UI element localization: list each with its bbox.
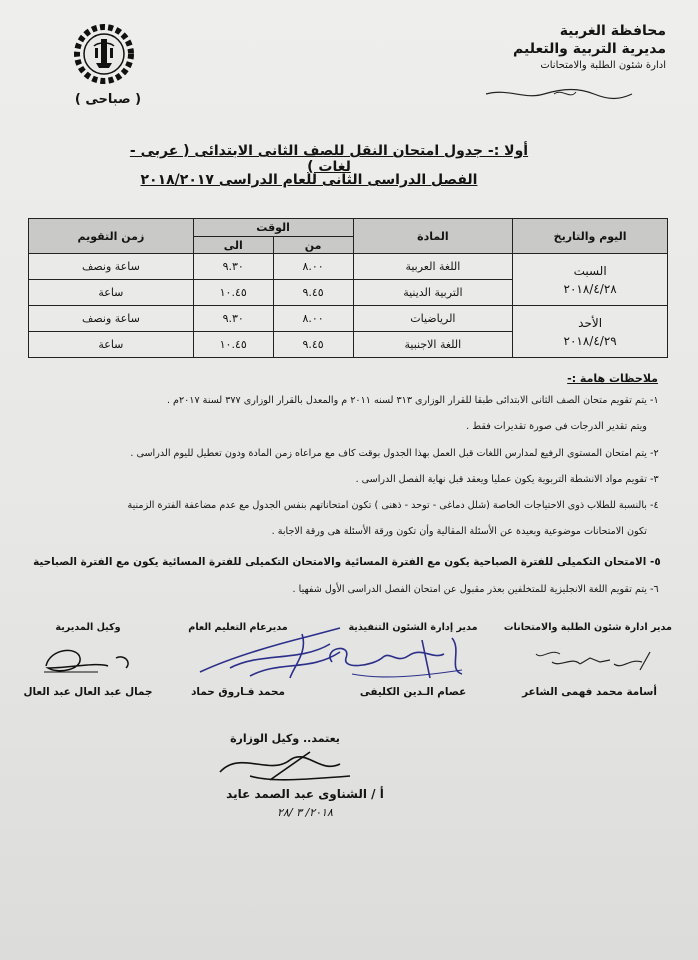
- day-date: ٢٠١٨/٤/٢٨: [563, 281, 617, 296]
- directorate-name: مديرية التربية والتعليم: [513, 41, 666, 57]
- department-name: ادارة شئون الطلبة والامتحانات: [540, 60, 666, 71]
- approval-label: يعتمد.. وكيل الوزارة: [230, 732, 340, 745]
- ministry-logo: [72, 22, 136, 86]
- from-cell: ٩.٤٥: [273, 280, 353, 306]
- note-number: ٥-: [650, 556, 661, 568]
- day-cell: [513, 254, 668, 306]
- note-number: ٢-: [650, 448, 659, 459]
- signature-name: أسامة محمد فهمى الشاعر: [522, 686, 657, 698]
- header-org: [513, 22, 666, 74]
- header-duration: زمن التقويم: [29, 219, 194, 254]
- duration-cell: ساعة ونصف: [29, 254, 194, 280]
- day-name: السبت: [573, 263, 607, 278]
- note-item: [28, 447, 668, 461]
- day-name: الأحد: [578, 315, 603, 330]
- governorate-name: محافظة الغربية: [559, 23, 666, 39]
- note-item: [28, 525, 668, 539]
- day-cell: [513, 306, 668, 358]
- table-row: [29, 254, 668, 280]
- to-cell: ١٠.٤٥: [193, 332, 273, 358]
- note-text: ويتم تقدير الدرجات فى صورة تقديرات فقط .: [466, 421, 647, 432]
- note-text: تقويم مواد الانشطة التربوية يكون عمليا ويعقد قبل نهاية الفصل الدراسى .: [355, 474, 647, 485]
- note-text: بالنسبة للطلاب ذوى الاحتياجات الخاصة (شلل دماغى - توحد - ذهنى ) تكون امتحاناتهم بنفس الجدول مع عدم مضاعفة الفترة الزمنية: [127, 500, 647, 511]
- signature-title: مدير إدارة الشئون التنفيذية: [348, 622, 478, 633]
- note-number: ١-: [650, 395, 659, 406]
- schedule-title: أولا :- جدول امتحان النقل للصف الثانى الابتدائى ( عربى - لغات ): [129, 143, 529, 175]
- header-time: الوقت: [193, 219, 353, 237]
- duration-cell: ساعة: [29, 332, 194, 358]
- note-number: ٦-: [650, 584, 659, 595]
- signature-title: مدير ادارة شئون الطلبة والامتحانات: [503, 622, 672, 633]
- exam-schedule-table: [28, 218, 668, 358]
- shift-label: ( صباحى ): [74, 92, 142, 107]
- duration-cell: ساعة: [29, 280, 194, 306]
- header-day-date: اليوم والتاريخ: [513, 219, 668, 254]
- note-text: تكون الامتحانات موضوعية وبعيدة عن الأسئلة المقالية وأن تكون ورقة الأسئلة هى ورقة الاجابة .: [271, 526, 647, 537]
- subject-cell: التربية الدينية: [353, 280, 513, 306]
- day-date: ٢٠١٨/٤/٢٩: [563, 333, 617, 348]
- to-cell: ٩.٣٠: [193, 306, 273, 332]
- table-row: [29, 306, 668, 332]
- to-cell: ٩.٣٠: [193, 254, 273, 280]
- note-number: ٣-: [650, 474, 659, 485]
- signature-name: عصام الـدين الكليفى: [359, 686, 467, 698]
- signature-mark: [530, 640, 670, 680]
- from-cell: ٨.٠٠: [273, 254, 353, 280]
- note-item: [28, 499, 668, 513]
- note-item: [28, 555, 668, 569]
- approval-date: ٢٠١٨/ ٣ /٢٨: [277, 806, 333, 819]
- note-text: يتم تقويم اللغة الانجليزية للمتخلفين بعذر مقبول عن امتحان الفصل الدراسى الأول شفهيا .: [292, 584, 647, 595]
- signature-mark: [190, 622, 350, 687]
- signature-title: مديرعام التعليم العام: [188, 622, 288, 633]
- approval-signature: [210, 746, 360, 786]
- note-item: [28, 583, 668, 597]
- to-cell: ١٠.٤٥: [193, 280, 273, 306]
- signature-title: وكيل المديرية: [55, 622, 121, 633]
- from-cell: ٩.٤٥: [273, 332, 353, 358]
- duration-cell: ساعة ونصف: [29, 306, 194, 332]
- header-subject: المادة: [353, 219, 513, 254]
- note-text: يتم تقويم متحان الصف الثانى الابتدائى طبقا للقرار الوزارى ٣١٣ لسنه ٢٠١١ م والمعدل بالقرار الوزارى ٣٧٧ لسنة ٢٠١٧م .: [166, 395, 647, 406]
- note-item: [28, 473, 668, 487]
- header-flourish: [484, 86, 634, 102]
- signature-name: جمال عبد العال عبد العال: [23, 686, 153, 698]
- note-item: [28, 394, 668, 408]
- approval-name: أ / الشناوى عبد الصمد عايد: [226, 787, 384, 801]
- note-text: يتم امتحان المستوى الرفيع لمدارس اللغات قبل العمل بهذا الجدول بوقت كاف مع مراعاه زمن المادة ودون تعطيل لليوم الدراسى .: [130, 448, 647, 459]
- note-text: الامتحان التكميلى للفترة الصباحية يكون مع الفترة المسائية والامتحان التكميلى للفترة المسائية يكون مع الفترة الصباحية: [33, 556, 647, 568]
- signature-mark: [38, 640, 138, 680]
- subject-cell: الرياضيات: [353, 306, 513, 332]
- term-title: الفصل الدراسى الثانى للعام الدراسى ٢٠١٨/٢٠١٧: [140, 172, 478, 188]
- subject-cell: اللغة العربية: [353, 254, 513, 280]
- note-item: [28, 420, 668, 434]
- signature-name: محمد فـاروق حماد: [191, 686, 285, 698]
- from-cell: ٨.٠٠: [273, 306, 353, 332]
- notes-title: ملاحظات هامة :-: [567, 372, 658, 385]
- header-to: الى: [193, 237, 273, 254]
- header-from: من: [273, 237, 353, 254]
- note-number: ٤-: [650, 500, 659, 511]
- subject-cell: اللغة الاجنبية: [353, 332, 513, 358]
